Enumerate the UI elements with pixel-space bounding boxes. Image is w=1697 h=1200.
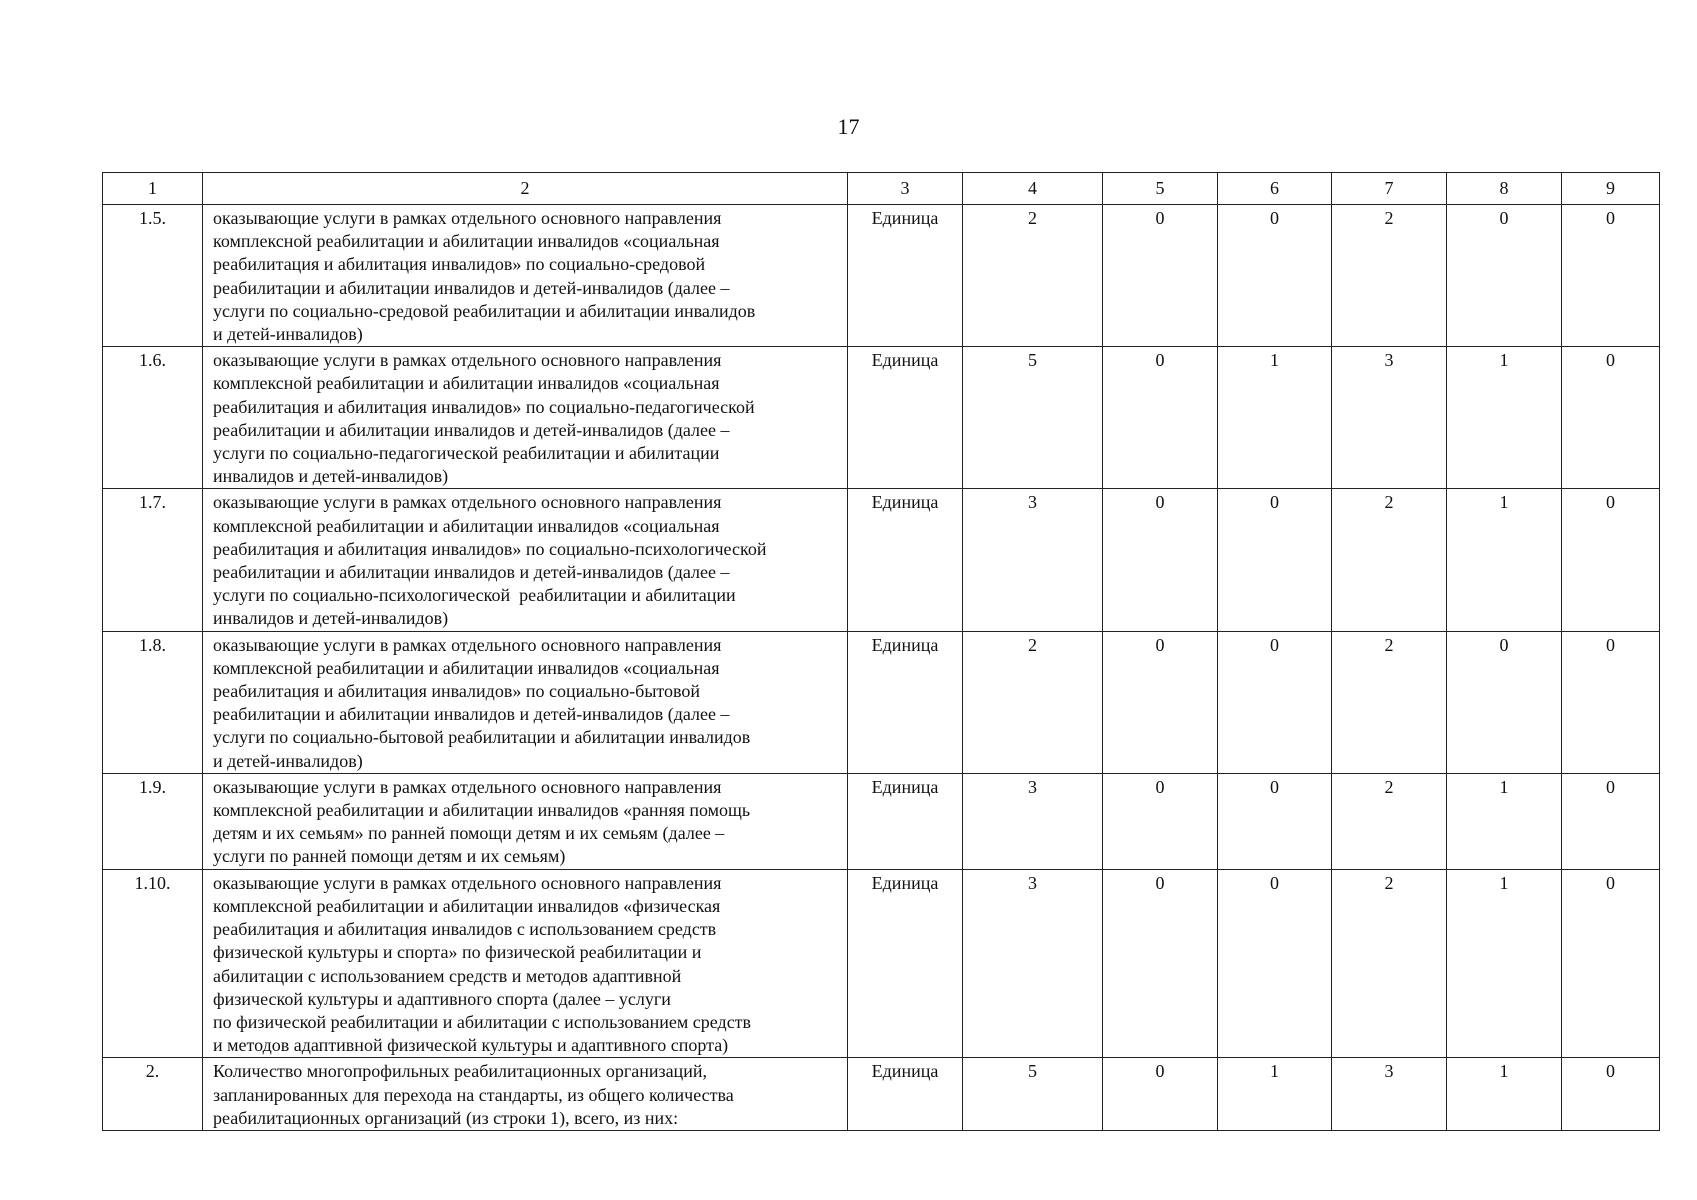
- table-row: [103, 489, 1660, 631]
- column-header: 9: [1562, 173, 1660, 205]
- description-line: услуги по ранней помощи детям и их семьям): [213, 846, 566, 867]
- description-line: услуги по социально-психологической реабилитации и абилитации: [213, 585, 736, 606]
- table-header-row: [103, 173, 1660, 205]
- row-unit: Единица: [848, 347, 963, 489]
- row-value: 1: [1218, 1058, 1332, 1131]
- row-value: 3: [963, 489, 1103, 631]
- row-unit: Единица: [848, 631, 963, 773]
- row-unit: Единица: [848, 773, 963, 869]
- column-header: 8: [1447, 173, 1562, 205]
- row-value: 2: [963, 205, 1103, 347]
- row-description: [203, 869, 848, 1058]
- description-line: детям и их семьям» по ранней помощи детям и их семьям (далее –: [213, 823, 725, 844]
- row-value: 2: [963, 631, 1103, 773]
- description-line: оказывающие услуги в рамках отдельного основного направления: [213, 872, 722, 893]
- row-value: 0: [1218, 869, 1332, 1058]
- row-value: 0: [1103, 1058, 1218, 1131]
- row-unit: Единица: [848, 869, 963, 1058]
- row-number: 1.7.: [103, 489, 203, 631]
- row-value: 3: [1332, 1058, 1447, 1131]
- description-line: реабилитация и абилитация инвалидов с использованием средств: [213, 919, 717, 940]
- description-line: оказывающие услуги в рамках отдельного основного направления: [213, 208, 722, 228]
- row-number: 1.9.: [103, 773, 203, 869]
- page-number: 17: [837, 114, 860, 139]
- table-row: [103, 869, 1660, 1058]
- row-value: 2: [1332, 631, 1447, 773]
- description-line: по физической реабилитации и абилитации с использованием средств: [213, 1011, 752, 1032]
- description-line: физической культуры и адаптивного спорта (далее – услуги: [213, 988, 671, 1009]
- column-header: 4: [963, 173, 1103, 205]
- description-line: комплексной реабилитации и абилитации инвалидов «социальная: [213, 231, 720, 252]
- row-value: 0: [1447, 205, 1562, 347]
- row-value: 0: [1103, 631, 1218, 773]
- table-row: [103, 347, 1660, 489]
- row-unit: Единица: [848, 1058, 963, 1131]
- description-line: реабилитации и абилитации инвалидов и детей-инвалидов (далее –: [213, 277, 730, 298]
- description-line: инвалидов и детей-инвалидов): [213, 608, 449, 629]
- description-line: реабилитации и абилитации инвалидов и детей-инвалидов (далее –: [213, 704, 730, 725]
- row-value: 2: [1332, 205, 1447, 347]
- table-row: [103, 1058, 1660, 1131]
- description-line: и детей-инвалидов): [213, 750, 363, 771]
- row-value: 3: [1332, 347, 1447, 489]
- row-value: 0: [1562, 869, 1660, 1058]
- description-line: комплексной реабилитации и абилитации инвалидов «социальная: [213, 657, 720, 678]
- row-value: 0: [1103, 347, 1218, 489]
- row-value: 3: [963, 869, 1103, 1058]
- description-line: абилитации с использованием средств и методов адаптивной: [213, 965, 682, 986]
- description-line: и методов адаптивной физической культуры и адаптивного спорта): [213, 1035, 729, 1056]
- row-value: 1: [1447, 1058, 1562, 1131]
- row-value: 1: [1447, 489, 1562, 631]
- table-row: [103, 773, 1660, 869]
- table-body: [103, 205, 1660, 1131]
- row-description: [203, 631, 848, 773]
- row-value: 0: [1562, 489, 1660, 631]
- description-line: реабилитация и абилитация инвалидов» по социально-психологической: [213, 538, 767, 559]
- row-value: 0: [1562, 1058, 1660, 1131]
- row-value: 0: [1218, 205, 1332, 347]
- description-line: комплексной реабилитации и абилитации инвалидов «физическая: [213, 895, 721, 916]
- row-description: [203, 205, 848, 347]
- description-line: комплексной реабилитации и абилитации инвалидов «социальная: [213, 515, 720, 536]
- table-row: [103, 205, 1660, 347]
- description-line: оказывающие услуги в рамках отдельного основного направления: [213, 350, 722, 371]
- row-unit: Единица: [848, 489, 963, 631]
- row-value: 1: [1447, 773, 1562, 869]
- row-value: 0: [1562, 631, 1660, 773]
- row-value: 0: [1562, 773, 1660, 869]
- description-line: реабилитационных организаций (из строки 1), всего, из них:: [213, 1107, 679, 1128]
- description-line: реабилитация и абилитация инвалидов» по социально-педагогической: [213, 396, 755, 417]
- description-line: реабилитации и абилитации инвалидов и детей-инвалидов (далее –: [213, 419, 730, 440]
- row-value: 1: [1447, 869, 1562, 1058]
- column-header: 7: [1332, 173, 1447, 205]
- statistics-table: [102, 172, 1660, 1131]
- row-description: [203, 347, 848, 489]
- row-value: 2: [1332, 869, 1447, 1058]
- description-line: реабилитация и абилитация инвалидов» по социально-бытовой: [213, 681, 701, 702]
- row-value: 1: [1447, 347, 1562, 489]
- row-value: 0: [1562, 347, 1660, 489]
- description-line: комплексной реабилитации и абилитации инвалидов «социальная: [213, 373, 720, 394]
- row-value: 5: [963, 347, 1103, 489]
- row-number: 1.5.: [103, 205, 203, 347]
- table-row: [103, 631, 1660, 773]
- column-header: 5: [1103, 173, 1218, 205]
- row-value: 0: [1218, 631, 1332, 773]
- column-header: 2: [203, 173, 848, 205]
- row-number: 1.6.: [103, 347, 203, 489]
- row-value: 0: [1103, 205, 1218, 347]
- description-line: оказывающие услуги в рамках отдельного основного направления: [213, 492, 722, 513]
- row-number: 1.8.: [103, 631, 203, 773]
- description-line: услуги по социально-бытовой реабилитации и абилитации инвалидов: [213, 727, 751, 748]
- row-value: 3: [963, 773, 1103, 869]
- description-line: инвалидов и детей-инвалидов): [213, 466, 449, 487]
- row-value: 1: [1218, 347, 1332, 489]
- row-description: [203, 773, 848, 869]
- row-value: 0: [1103, 869, 1218, 1058]
- description-line: комплексной реабилитации и абилитации инвалидов «ранняя помощь: [213, 800, 751, 821]
- column-header: 3: [848, 173, 963, 205]
- row-value: 0: [1447, 631, 1562, 773]
- column-header: 1: [103, 173, 203, 205]
- description-line: физической культуры и спорта» по физической реабилитации и: [213, 942, 702, 963]
- row-value: 0: [1218, 489, 1332, 631]
- row-value: 0: [1218, 773, 1332, 869]
- row-value: 2: [1332, 489, 1447, 631]
- row-value: 5: [963, 1058, 1103, 1131]
- description-line: реабилитации и абилитации инвалидов и детей-инвалидов (далее –: [213, 562, 730, 583]
- row-value: 2: [1332, 773, 1447, 869]
- description-line: оказывающие услуги в рамках отдельного основного направления: [213, 634, 722, 655]
- row-number: 1.10.: [103, 869, 203, 1058]
- description-line: и детей-инвалидов): [213, 324, 363, 345]
- description-line: оказывающие услуги в рамках отдельного основного направления: [213, 776, 722, 797]
- column-header: 6: [1218, 173, 1332, 205]
- row-value: 0: [1103, 773, 1218, 869]
- description-line: услуги по социально-средовой реабилитации и абилитации инвалидов: [213, 300, 756, 321]
- row-unit: Единица: [848, 205, 963, 347]
- row-description: [203, 1058, 848, 1131]
- row-number: 2.: [103, 1058, 203, 1131]
- row-description: [203, 489, 848, 631]
- description-line: услуги по социально-педагогической реабилитации и абилитации: [213, 443, 720, 464]
- description-line: Количество многопрофильных реабилитационных организаций,: [213, 1061, 707, 1082]
- row-value: 0: [1103, 489, 1218, 631]
- description-line: реабилитация и абилитация инвалидов» по социально-средовой: [213, 254, 706, 275]
- description-line: запланированных для перехода на стандарты, из общего количества: [213, 1084, 734, 1105]
- row-value: 0: [1562, 205, 1660, 347]
